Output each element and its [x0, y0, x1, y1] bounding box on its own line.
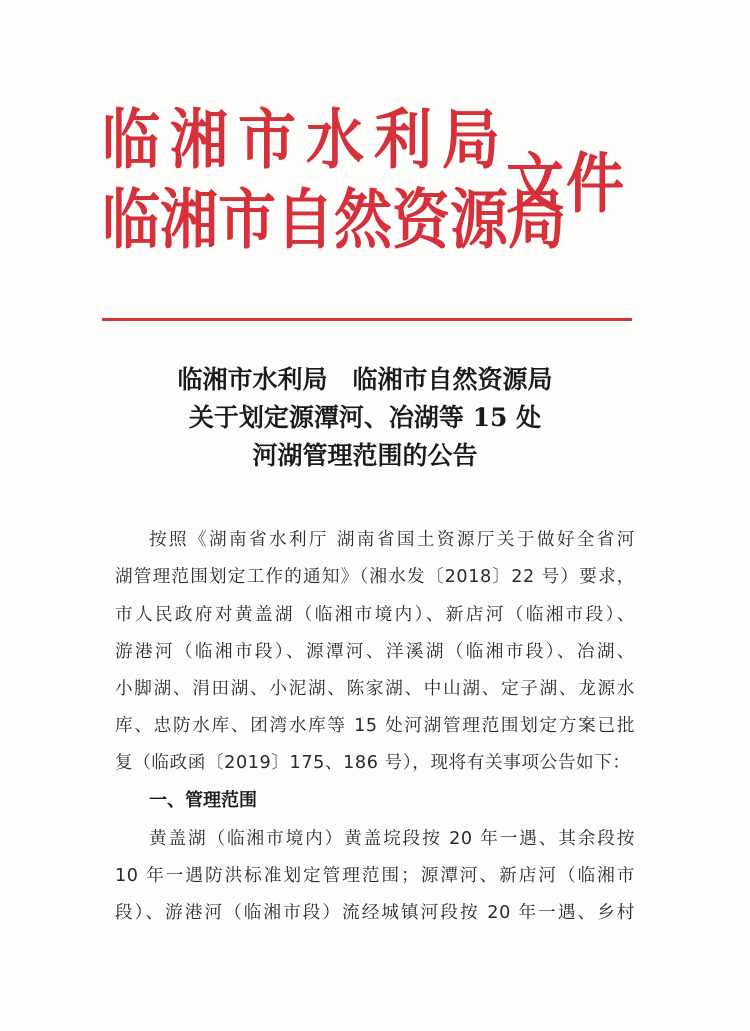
body-paragraph-line: 按照《湖南省水利厅 湖南省国土资源厅关于做好全省河 — [149, 530, 635, 550]
body-paragraph-line: 复（临政函〔2019〕175、186 号），现将有关事项公告如下： — [115, 753, 631, 773]
notice-title-line-2: 关于划定源潭河、冶湖等 15 处 — [188, 403, 542, 432]
body-paragraph-line: 湖管理范围划定工作的通知》（湘水发〔2018〕22 号）要求， — [115, 567, 635, 587]
section-body-line: 段）、游港河（临湘市段）流经城镇河段按 20 年一遇、乡村 — [115, 903, 635, 923]
body-paragraph-line: 小脚湖、涓田湖、小泥湖、陈家湖、中山湖、定子湖、龙源水 — [115, 679, 635, 699]
body-paragraph-line: 市人民政府对黄盖湖（临湘市境内）、新店河（临湘市段）、 — [115, 605, 635, 625]
notice-title-line-1: 临湘市水利局 临湘市自然资源局 — [177, 365, 553, 394]
section-body-line: 10 年一遇防洪标准划定管理范围；源潭河、新店河（临湘市 — [115, 866, 635, 886]
letterhead-issuer-water-bureau: 临湘市水利局 — [102, 101, 511, 178]
red-divider-line — [102, 318, 632, 321]
red-letterhead — [102, 101, 642, 264]
notice-title-line-3: 河湖管理范围的公告 — [252, 441, 478, 470]
section-heading-management-scope: 一、管理范围 — [149, 790, 257, 811]
letterhead-issuer-natural-resources-bureau: 临湘市自然资源局 — [102, 181, 567, 258]
body-paragraph-line: 游港河（临湘市段）、源潭河、洋溪湖（临湘市段）、冶湖、 — [115, 642, 635, 662]
body-paragraph-line: 库、忠防水库、团湾水库等 15 处河湖管理范围划定方案已批 — [115, 716, 635, 736]
letterhead-document-word: 文件 — [506, 145, 627, 222]
section-body-line: 黄盖湖（临湘市境内）黄盖垸段按 20 年一遇、其余段按 — [149, 829, 635, 849]
